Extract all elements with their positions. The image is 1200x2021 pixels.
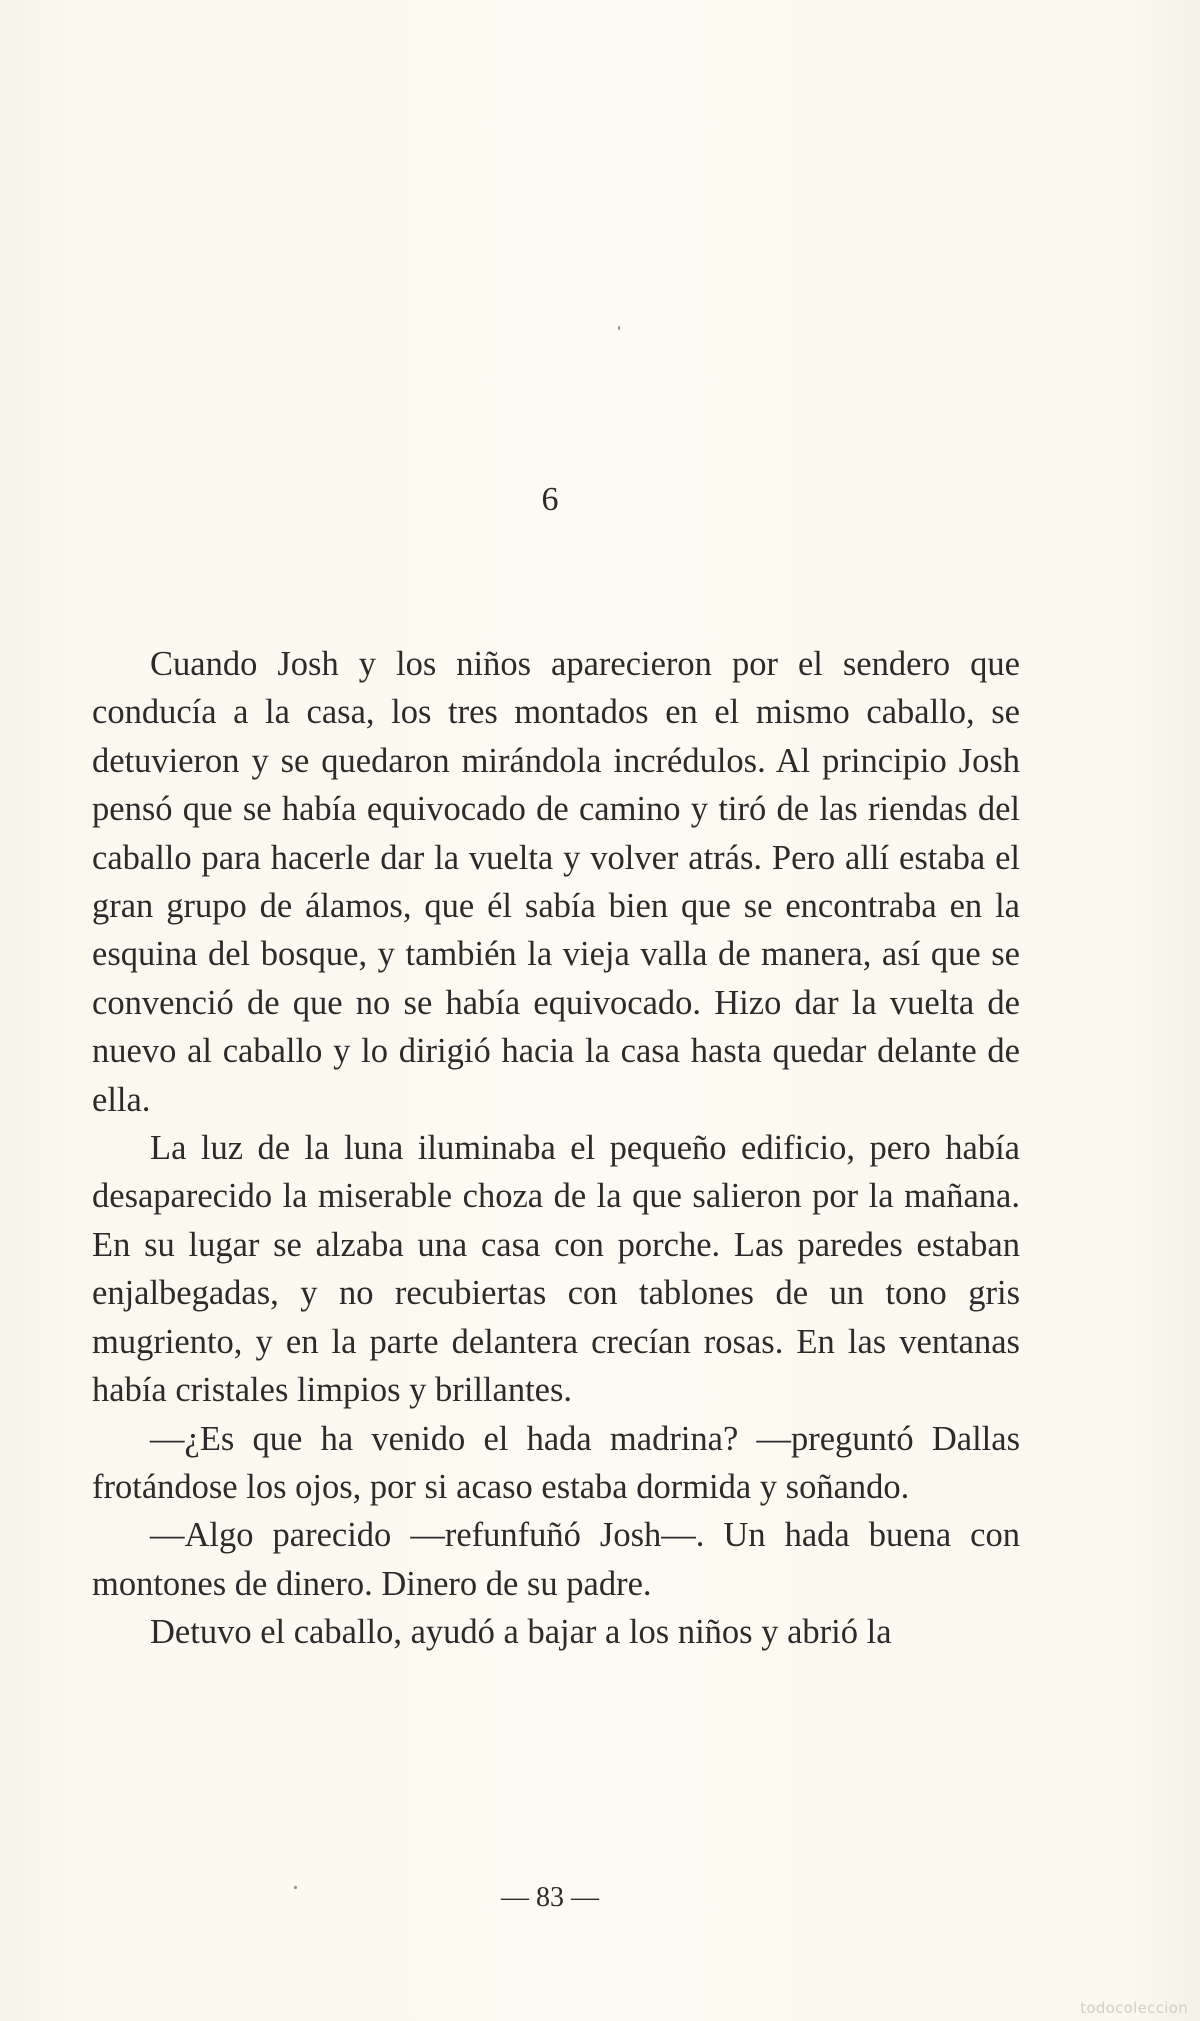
paragraph: Cuando Josh y los niños aparecieron por el sendero que conducía a la casa, los tres montados en el mismo caballo, se detuvieron y se quedaron mirándola incrédulos. Al principio Josh pensó que se había equivocado de camino y tiró de las riendas del caballo para hacerle dar la vuelta y volver atrás. Pero allí estaba el gran grupo de álamos, que él sabía bien que se encontraba en la esquina del bosque, y también la vieja valla de manera, así que se convenció de que no se había equivocado. Hizo dar la vuelta de nuevo al caballo y lo dirigió hacia la casa hasta quedar delante de ella. — [92, 645, 1020, 1119]
chapter-number: 6 — [541, 481, 559, 518]
watermark: todocoleccion — [1080, 1999, 1188, 2017]
body-text — [92, 640, 1020, 1657]
paragraph: —¿Es que ha venido el hada madrina? —preguntó Dallas frotándose los ojos, por si acaso estaba dormida y soñando. — [92, 1419, 1020, 1506]
paragraph: Detuvo el caballo, ayudó a bajar a los niños y abrió la — [150, 1613, 892, 1652]
paragraph: La luz de la luna iluminaba el pequeño edificio, pero había desaparecido la miserable choza de la que salieron por la mañana. En su lugar se alzaba una casa con porche. Las paredes estaban enjalbegadas, y no recubiertas con tablones de un tono gris mugriento, y en la parte delantera crecían rosas. En las ventanas había cristales limpios y brillantes. — [92, 1129, 1020, 1410]
page-number: — 83 — — [501, 1882, 599, 1913]
paper-speck — [618, 326, 620, 330]
paragraph: —Algo parecido —refunfuñó Josh—. Un hada buena con montones de dinero. Dinero de su padre. — [92, 1516, 1020, 1603]
